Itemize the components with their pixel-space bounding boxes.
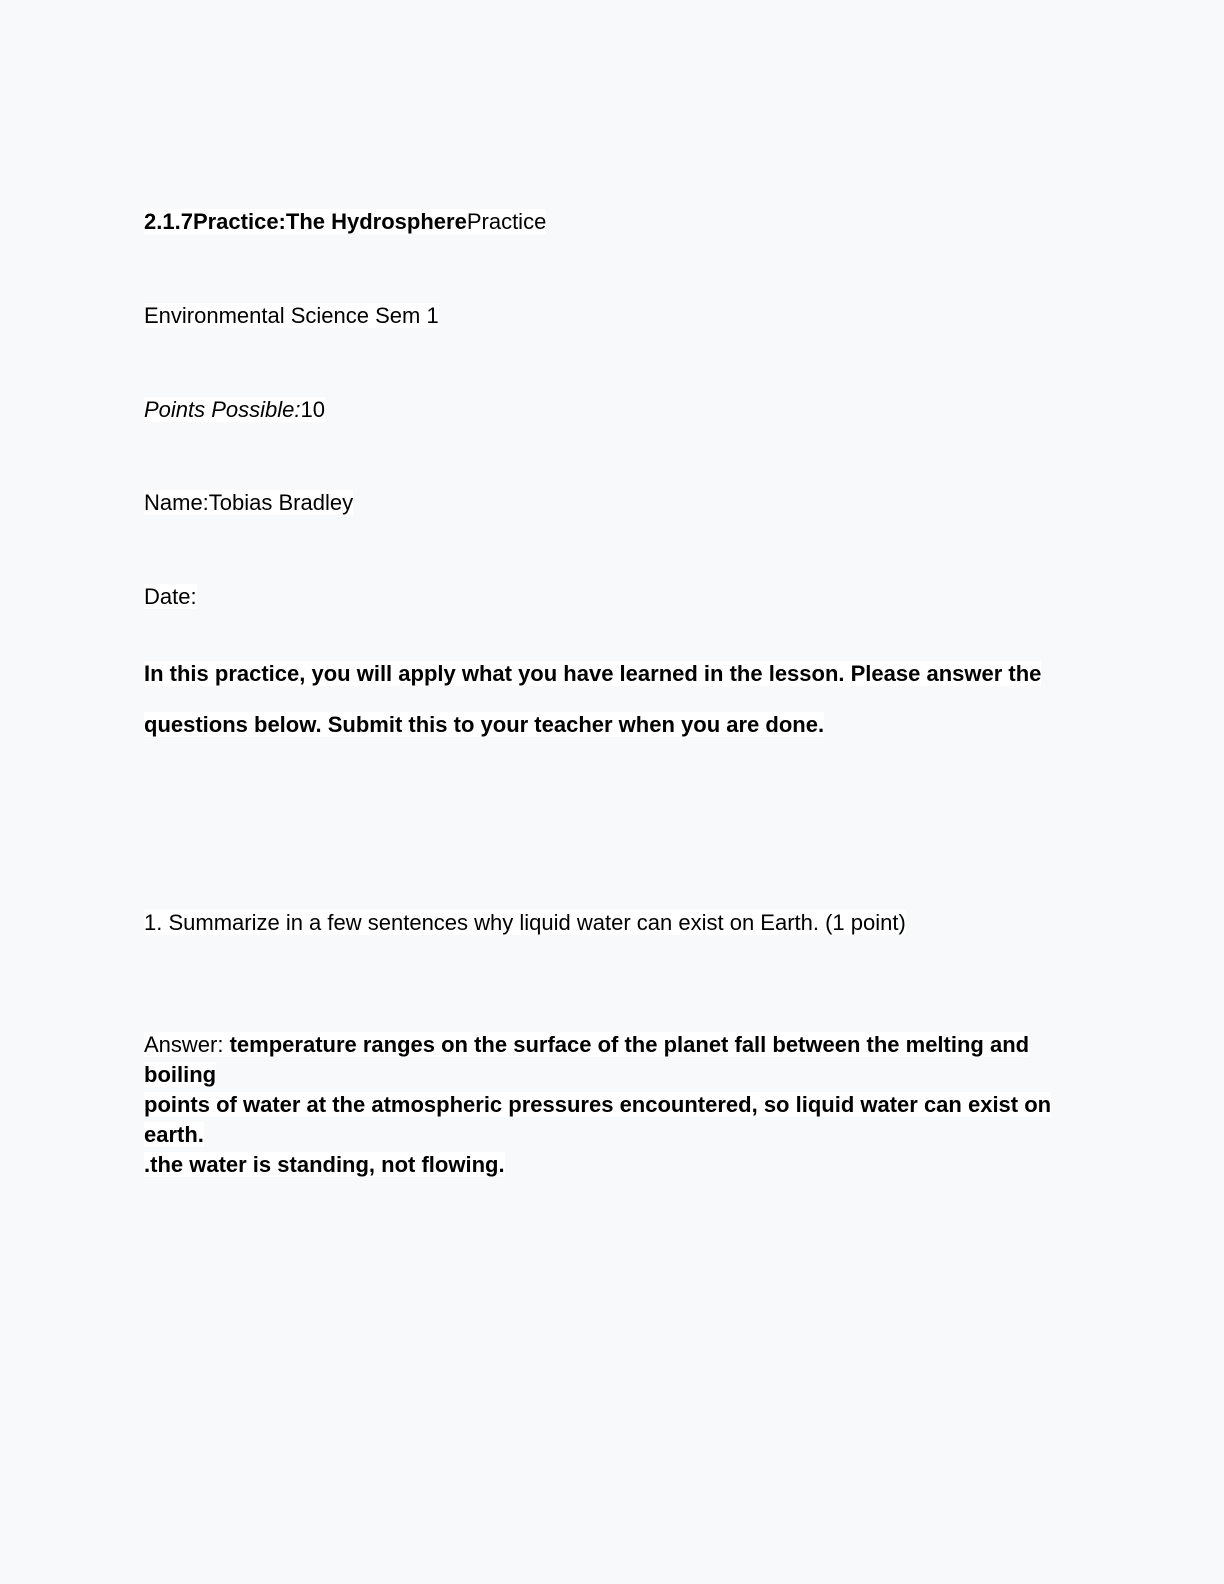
instructions-line-1: In this practice, you will apply what you have learned in the lesson. Please answer the [144, 661, 1042, 686]
answer-line-2: points of water at the atmospheric pressures encountered, so liquid water can exist on earth. [144, 1092, 1052, 1147]
title-number: 2.1.7 [144, 209, 193, 234]
name-value: Tobias Bradley [208, 490, 354, 515]
points-possible [144, 395, 325, 425]
answer-line-3: .the water is standing, not flowing. [144, 1152, 505, 1177]
title-practice: Practice: [192, 209, 286, 234]
date-field [144, 582, 197, 612]
title-topic: The Hydrosphere [285, 209, 467, 234]
title-suffix: Practice [466, 209, 547, 234]
name-label: Name: [144, 490, 209, 515]
instructions-line-2: questions below. Submit this to your teacher when you are done. [144, 712, 825, 737]
course-name: Environmental Science Sem 1 [144, 303, 439, 328]
answer-line-1: temperature ranges on the surface of the planet fall between the melting and boiling [144, 1032, 1030, 1087]
assignment-title [144, 207, 546, 237]
question-1: 1. Summarize in a few sentences why liquid water can exist on Earth. (1 point) [144, 910, 906, 935]
answer-1 [144, 1030, 1064, 1180]
date-label: Date: [144, 584, 197, 609]
answer-label: Answer: [144, 1032, 230, 1057]
student-name [144, 488, 353, 518]
points-value: 10 [300, 397, 326, 422]
points-label: Points Possible: [144, 397, 301, 422]
